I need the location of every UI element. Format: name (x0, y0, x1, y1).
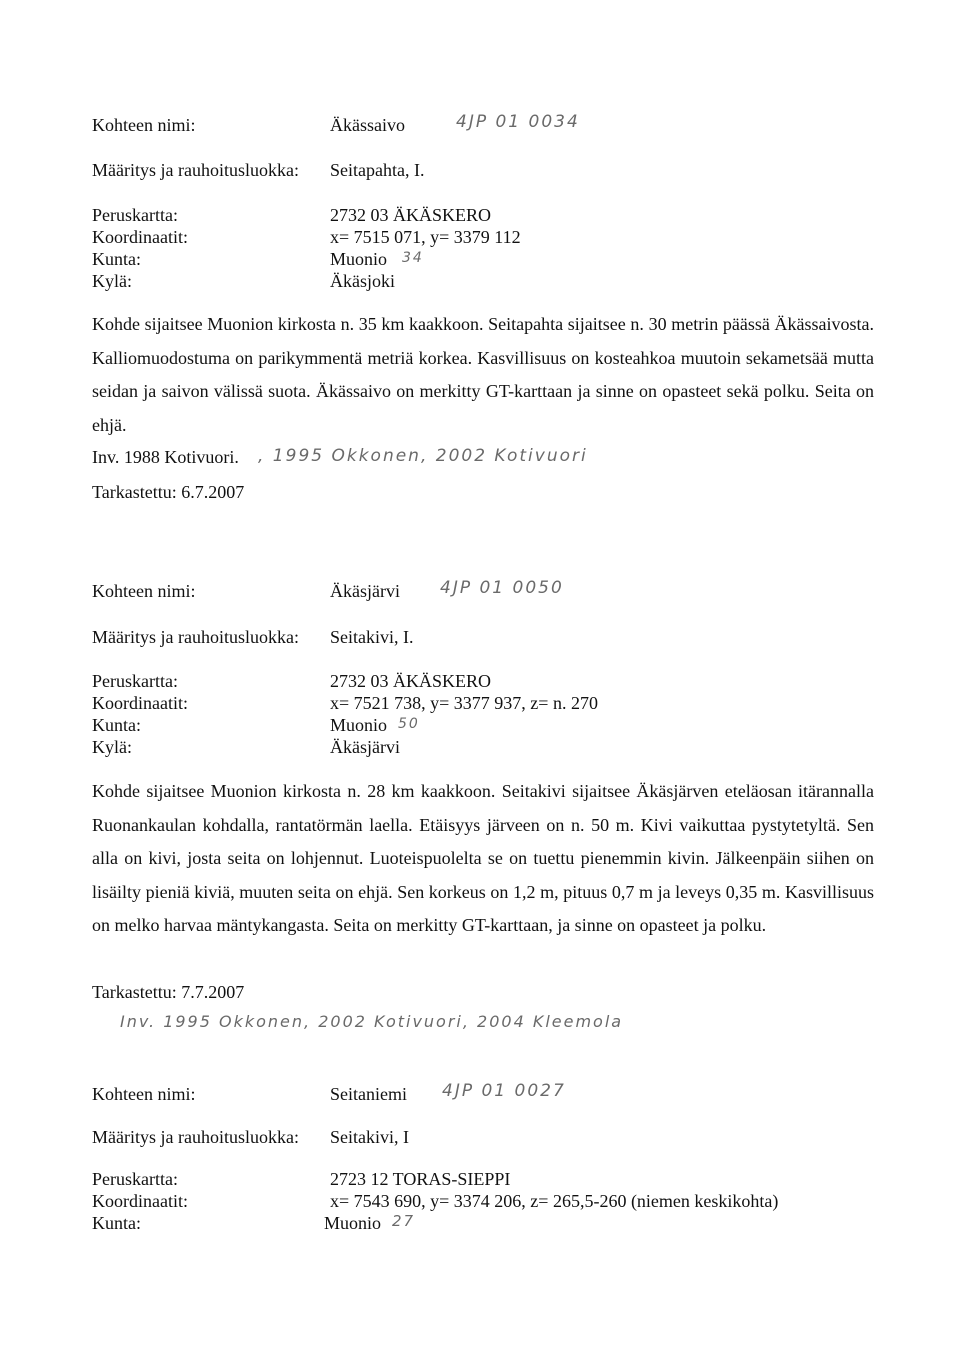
handwritten-note: 34 (402, 250, 424, 266)
handwritten-inventory: , 1995 Okkonen, 2002 Kotivuori (258, 446, 588, 466)
class-value: Seitakivi, I (330, 1127, 409, 1147)
field-label: Kylä: (92, 271, 132, 291)
field-label: Peruskartta: (92, 205, 178, 225)
class-label: Määritys ja rauhoitusluokka: (92, 160, 299, 180)
name-label: Kohteen nimi: (92, 581, 196, 601)
inventory-text: Inv. 1988 Kotivuori. (92, 447, 239, 467)
inventory-row (92, 446, 239, 468)
checked-row (92, 481, 244, 503)
checked-row (92, 981, 244, 1003)
field-label: Peruskartta: (92, 1169, 178, 1189)
handwritten-inventory: Inv. 1995 Okkonen, 2002 Kotivuori, 2004 Kleemola (120, 1012, 624, 1031)
field-value: 2723 12 TORAS-SIEPPI (330, 1169, 511, 1189)
name-label: Kohteen nimi: (92, 115, 196, 135)
field-value: Muonio (330, 249, 388, 269)
field-value: 2732 03 ÄKÄSKERO (330, 205, 492, 225)
field-value: Äkäsjärvi (330, 737, 400, 757)
field-value: x= 7515 071, y= 3379 112 (330, 227, 521, 247)
field-label: Koordinaatit: (92, 1191, 188, 1211)
field-value: x= 7521 738, y= 3377 937, z= n. 270 (330, 693, 598, 713)
handwritten-code: 4JP 01 0027 (442, 1081, 566, 1101)
class-value: Seitapahta, I. (330, 160, 425, 180)
field-value: Äkäsjoki (330, 271, 395, 291)
checked-date: Tarkastettu: 7.7.2007 (92, 982, 245, 1002)
class-label: Määritys ja rauhoitusluokka: (92, 627, 299, 647)
field-label: Kunta: (92, 715, 141, 735)
field-label: Kylä: (92, 737, 132, 757)
field-value: x= 7543 690, y= 3374 206, z= 265,5-260 (niemen keskikohta) (330, 1191, 779, 1211)
field-label: Peruskartta: (92, 671, 178, 691)
description (92, 308, 874, 442)
description-paragraph: Kohde sijaitsee Muonion kirkosta n. 28 km kaakkoon. Seitakivi sijaitsee Äkäsjärven eteläosan itärannalla Ruonankaulan kohdalla, rantatörmän laella. Etäisyys järveen on n. 50 m. Kivi vaikuttaa pystytetyltä. Sen alla on kivi, josta seita on lohjennut. Luoteispuolelta se on tuettu pienemmin kivin. Jälkeenpäin siihen on lisäilty pieniä kiviä, muuten seita on ehjä. Sen korkeus on 1,2 m, pituus 0,7 m ja leveys 0,35 m. Kasvillisuus on melko harvaa mäntykangasta. Seita on merkitty GT-karttaan, ja sinne on opasteet ja polku. (92, 781, 874, 935)
name-label: Kohteen nimi: (92, 1084, 196, 1104)
field-label: Koordinaatit: (92, 693, 188, 713)
handwritten-code: 4JP 01 0034 (456, 112, 580, 132)
checked-date: Tarkastettu: 6.7.2007 (92, 482, 245, 502)
description-paragraph: Kohde sijaitsee Muonion kirkosta n. 35 km kaakkoon. Seitapahta sijaitsee n. 30 metrin päässä Äkässaivosta. Kalliomuodostuma on parikymmentä metriä korkea. Kasvillisuus on kosteahkoa muutoin sekametsää mutta seidan ja saivon välissä suota. Äkässaivo on merkitty GT-karttaan ja sinne on opasteet sekä polku. Seita on ehjä. (92, 314, 874, 435)
class-label: Määritys ja rauhoitusluokka: (92, 1127, 299, 1147)
field-value: 2732 03 ÄKÄSKERO (330, 671, 492, 691)
site-name: Seitaniemi (330, 1084, 407, 1104)
field-value: Muonio (324, 1213, 382, 1233)
field-value: Muonio (330, 715, 388, 735)
site-name: Äkäsjärvi (330, 581, 400, 601)
class-value: Seitakivi, I. (330, 627, 414, 647)
handwritten-code: 4JP 01 0050 (440, 578, 564, 598)
handwritten-note: 50 (398, 716, 420, 732)
description (92, 775, 874, 943)
field-label: Koordinaatit: (92, 227, 188, 247)
handwritten-note: 27 (392, 1212, 416, 1230)
site-name: Äkässaivo (330, 115, 405, 135)
field-label: Kunta: (92, 1213, 141, 1233)
field-label: Kunta: (92, 249, 141, 269)
